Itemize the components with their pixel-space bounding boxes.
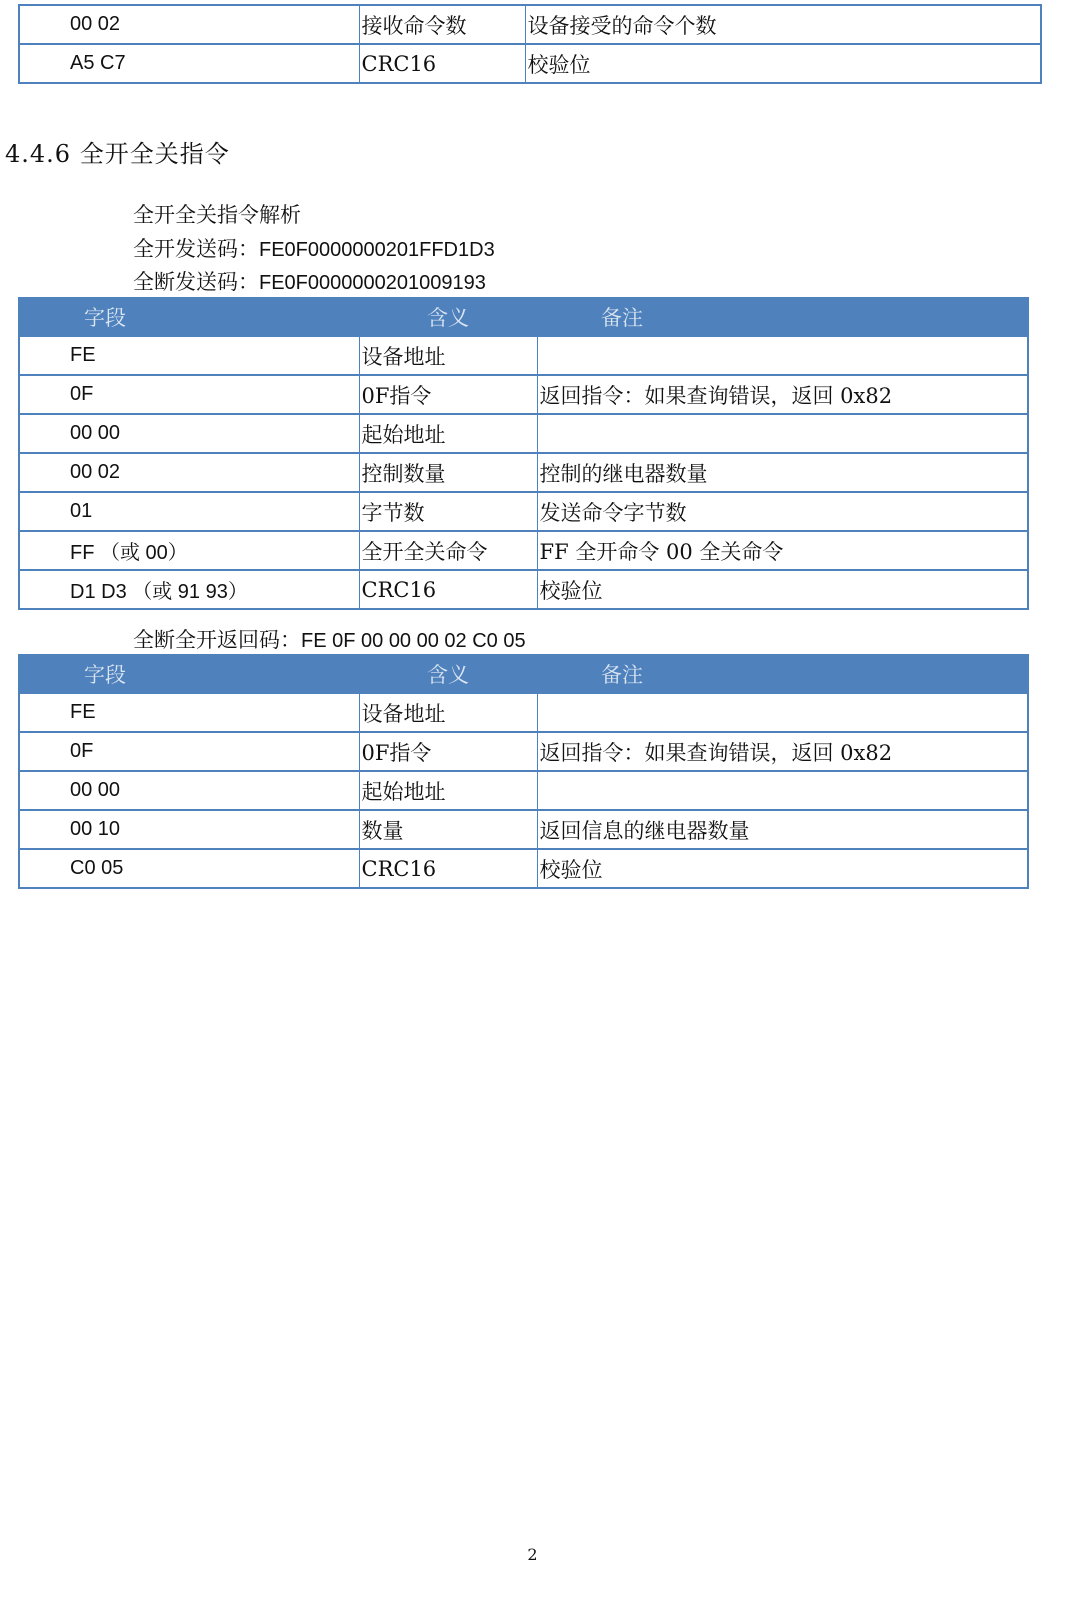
- note-cell: 设备接受的命令个数: [525, 5, 1041, 44]
- table-row: [19, 453, 1028, 492]
- meaning-cell: 全开全关命令: [359, 531, 537, 570]
- meaning-cell: 设备地址: [359, 336, 537, 375]
- table-row: [19, 849, 1028, 888]
- note-cell: FF 全开命令 00 全关命令: [537, 531, 1028, 570]
- field-cell: 00 10: [19, 810, 359, 849]
- table-row: [19, 492, 1028, 531]
- table-row: [19, 375, 1028, 414]
- meaning-cell: 起始地址: [359, 771, 537, 810]
- close-code-value: FE0F0000000201009193: [259, 272, 486, 294]
- table-row: [19, 336, 1028, 375]
- table-row: [19, 570, 1028, 609]
- open-code-label: 全开发送码：: [133, 237, 259, 261]
- field-cell: 00 02: [19, 453, 359, 492]
- table-row: [19, 693, 1028, 732]
- return-code-label: 全断全开返回码：: [133, 628, 301, 652]
- field-cell: 00 00: [19, 771, 359, 810]
- field-cell: A5 C7: [19, 44, 359, 83]
- note-cell: 控制的继电器数量: [537, 453, 1028, 492]
- send-table: [18, 297, 1029, 610]
- return-table: [18, 654, 1029, 889]
- meaning-cell: CRC16: [359, 44, 525, 83]
- note-cell: [537, 336, 1028, 375]
- field-cell: 0F: [19, 732, 359, 771]
- note-cell: [537, 693, 1028, 732]
- table-row: [19, 732, 1028, 771]
- return-code-value: FE 0F 00 00 00 02 C0 05: [301, 630, 526, 652]
- meaning-cell: 设备地址: [359, 693, 537, 732]
- meaning-cell: 字节数: [359, 492, 537, 531]
- field-cell: D1 D3 （或 91 93）: [19, 570, 359, 609]
- page-number: 2: [527, 1545, 538, 1564]
- note-cell: 校验位: [525, 44, 1041, 83]
- field-cell: FF （或 00）: [19, 531, 359, 570]
- field-cell: 01: [19, 492, 359, 531]
- return-code-line: [133, 624, 526, 654]
- field-cell: C0 05: [19, 849, 359, 888]
- header-note: 备注: [537, 298, 1028, 336]
- open-code-line: [133, 233, 495, 263]
- intro-line: 全开全关指令解析: [133, 203, 301, 227]
- table-row: [19, 414, 1028, 453]
- header-field: 字段: [19, 655, 359, 693]
- table-row: [19, 810, 1028, 849]
- meaning-cell: 控制数量: [359, 453, 537, 492]
- note-cell: 发送命令字节数: [537, 492, 1028, 531]
- note-cell: 返回指令：如果查询错误，返回 0x82: [537, 375, 1028, 414]
- header-meaning: 含义: [359, 298, 537, 336]
- meaning-cell: 0F指令: [359, 375, 537, 414]
- note-cell: 校验位: [537, 570, 1028, 609]
- header-meaning: 含义: [359, 655, 537, 693]
- meaning-cell: 0F指令: [359, 732, 537, 771]
- meaning-cell: CRC16: [359, 570, 537, 609]
- close-code-line: [133, 266, 486, 296]
- table-header-row: [19, 298, 1028, 336]
- table-row: [19, 531, 1028, 570]
- field-cell: FE: [19, 336, 359, 375]
- field-cell: FE: [19, 693, 359, 732]
- meaning-cell: 起始地址: [359, 414, 537, 453]
- header-field: 字段: [19, 298, 359, 336]
- note-cell: [537, 771, 1028, 810]
- note-cell: [537, 414, 1028, 453]
- open-code-value: FE0F0000000201FFD1D3: [259, 239, 495, 261]
- table-header-row: [19, 655, 1028, 693]
- table-row: [19, 44, 1041, 83]
- table-row: [19, 771, 1028, 810]
- note-cell: 校验位: [537, 849, 1028, 888]
- header-note: 备注: [537, 655, 1028, 693]
- field-cell: 00 00: [19, 414, 359, 453]
- note-cell: 返回信息的继电器数量: [537, 810, 1028, 849]
- meaning-cell: 数量: [359, 810, 537, 849]
- note-cell: 返回指令：如果查询错误，返回 0x82: [537, 732, 1028, 771]
- table-row: [19, 5, 1041, 44]
- field-cell: 00 02: [19, 5, 359, 44]
- section-heading: 4.4.6 全开全关指令: [5, 140, 230, 168]
- meaning-cell: 接收命令数: [359, 5, 525, 44]
- top-table: [18, 4, 1042, 84]
- close-code-label: 全断发送码：: [133, 270, 259, 294]
- meaning-cell: CRC16: [359, 849, 537, 888]
- field-cell: 0F: [19, 375, 359, 414]
